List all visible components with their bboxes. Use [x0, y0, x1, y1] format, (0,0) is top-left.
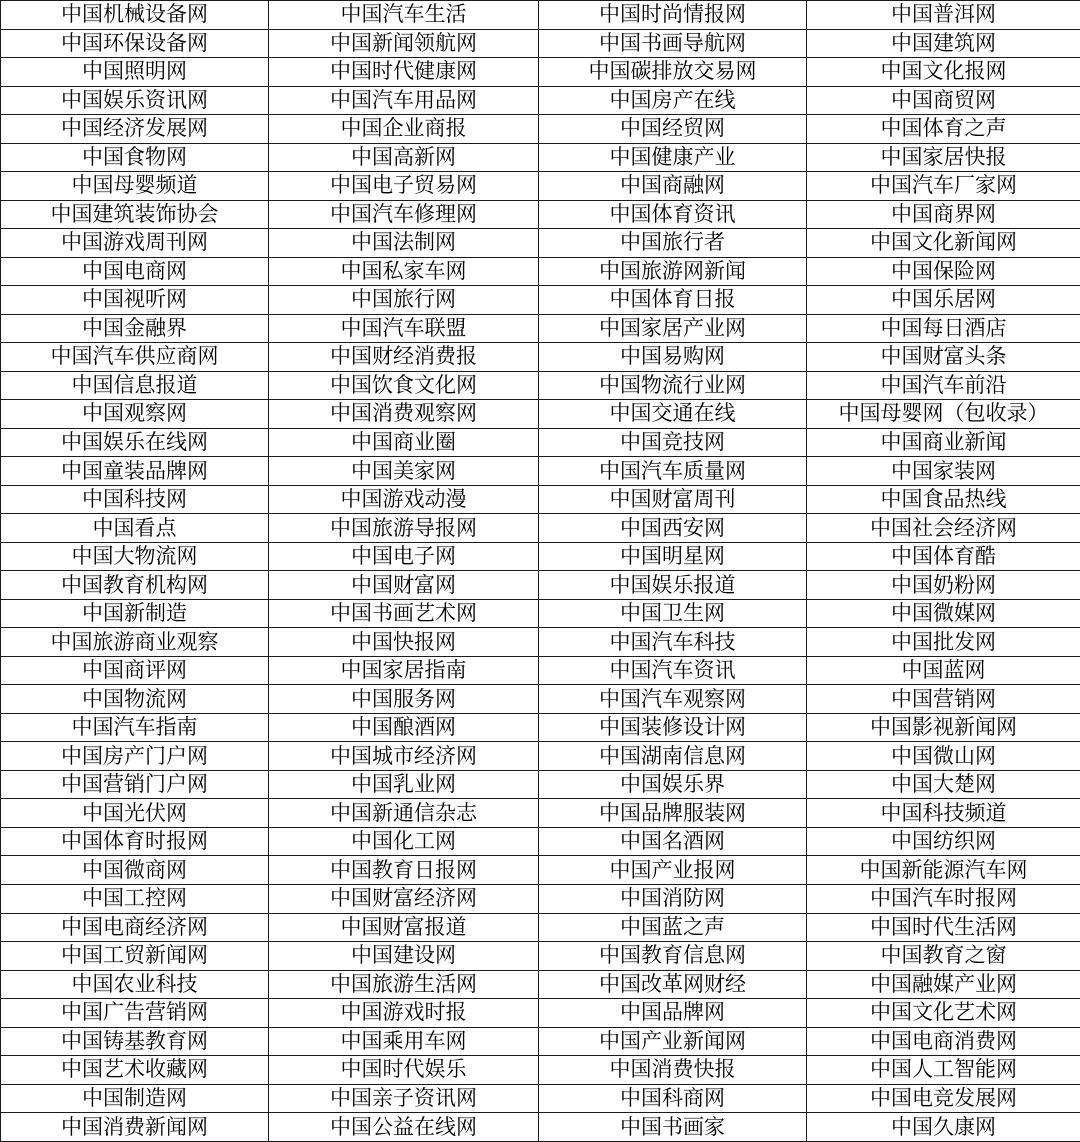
table-cell: 中国普洱网: [807, 1, 1080, 30]
table-cell: 中国童装品牌网: [1, 457, 269, 486]
table-cell: 中国时代生活网: [807, 913, 1080, 942]
table-cell: 中国湖南信息网: [539, 742, 807, 771]
table-cell: 中国改革网财经: [539, 970, 807, 999]
table-cell: 中国每日酒店: [807, 314, 1080, 343]
table-cell: 中国消防网: [539, 884, 807, 913]
table-cell: 中国影视新闻网: [807, 713, 1080, 742]
table-row: [1, 799, 1080, 828]
table-row: [1, 371, 1080, 400]
table-cell: 中国光伏网: [1, 799, 269, 828]
table-cell: 中国房产门户网: [1, 742, 269, 771]
table-cell: 中国财富头条: [807, 343, 1080, 372]
table-cell: 中国乘用车网: [269, 1027, 539, 1056]
table-cell: 中国文化新闻网: [807, 229, 1080, 258]
table-cell: 中国新制造: [1, 599, 269, 628]
table-cell: 中国旅游商业观察: [1, 628, 269, 657]
table-cell: 中国汽车前沿: [807, 371, 1080, 400]
table-cell: 中国商界网: [807, 200, 1080, 229]
table-cell: 中国汽车资讯: [539, 656, 807, 685]
table-cell: 中国建设网: [269, 942, 539, 971]
table-cell: 中国教育之窗: [807, 942, 1080, 971]
table-cell: 中国建筑网: [807, 29, 1080, 58]
table-cell: 中国汽车厂家网: [807, 172, 1080, 201]
table-row: [1, 1056, 1080, 1085]
table-cell: 中国财富报道: [269, 913, 539, 942]
table-row: [1, 628, 1080, 657]
table-row: [1, 485, 1080, 514]
table-cell: 中国商融网: [539, 172, 807, 201]
table-cell: 中国城市经济网: [269, 742, 539, 771]
table-cell: 中国财富周刊: [539, 485, 807, 514]
table-cell: 中国母婴网（包收录）: [807, 400, 1080, 429]
table-cell: 中国装修设计网: [539, 713, 807, 742]
table-row: [1, 514, 1080, 543]
table-cell: 中国教育日报网: [269, 856, 539, 885]
table-cell: 中国体育资讯: [539, 200, 807, 229]
table-cell: 中国快报网: [269, 628, 539, 657]
table-cell: 中国科商网: [539, 1084, 807, 1113]
table-row: [1, 343, 1080, 372]
table-cell: 中国美家网: [269, 457, 539, 486]
table-cell: 中国农业科技: [1, 970, 269, 999]
table-row: [1, 200, 1080, 229]
table-cell: 中国时尚情报网: [539, 1, 807, 30]
table-cell: 中国娱乐报道: [539, 571, 807, 600]
table-row: [1, 1027, 1080, 1056]
table-row: [1, 685, 1080, 714]
table-cell: 中国汽车联盟: [269, 314, 539, 343]
table-cell: 中国汽车生活: [269, 1, 539, 30]
table-cell: 中国教育信息网: [539, 942, 807, 971]
table-row: [1, 656, 1080, 685]
table-cell: 中国交通在线: [539, 400, 807, 429]
table-row: [1, 1, 1080, 30]
table-cell: 中国消费快报: [539, 1056, 807, 1085]
table-cell: 中国消费观察网: [269, 400, 539, 429]
table-row: [1, 571, 1080, 600]
table-cell: 中国大楚网: [807, 770, 1080, 799]
table-cell: 中国电商经济网: [1, 913, 269, 942]
table-cell: 中国纺织网: [807, 827, 1080, 856]
table-cell: 中国奶粉网: [807, 571, 1080, 600]
table-row: [1, 58, 1080, 87]
table-cell: 中国看点: [1, 514, 269, 543]
table-cell: 中国视听网: [1, 286, 269, 315]
table-cell: 中国电子网: [269, 542, 539, 571]
table-cell: 中国蓝之声: [539, 913, 807, 942]
table-cell: 中国消费新闻网: [1, 1113, 269, 1142]
table-cell: 中国铸基教育网: [1, 1027, 269, 1056]
table-row: [1, 286, 1080, 315]
table-cell: 中国家居快报: [807, 143, 1080, 172]
table-cell: 中国高新网: [269, 143, 539, 172]
table-cell: 中国科技频道: [807, 799, 1080, 828]
table-row: [1, 913, 1080, 942]
table-cell: 中国书画导航网: [539, 29, 807, 58]
table-cell: 中国商业圈: [269, 428, 539, 457]
table-cell: 中国亲子资讯网: [269, 1084, 539, 1113]
table-cell: 中国时代健康网: [269, 58, 539, 87]
table-cell: 中国蓝网: [807, 656, 1080, 685]
table-cell: 中国财富经济网: [269, 884, 539, 913]
table-cell: 中国财经消费报: [269, 343, 539, 372]
table-row: [1, 1084, 1080, 1113]
table-cell: 中国乳业网: [269, 770, 539, 799]
table-cell: 中国经济发展网: [1, 115, 269, 144]
table-row: [1, 400, 1080, 429]
table-cell: 中国商评网: [1, 656, 269, 685]
table-cell: 中国电子贸易网: [269, 172, 539, 201]
table-cell: 中国产业新闻网: [539, 1027, 807, 1056]
table-cell: 中国明星网: [539, 542, 807, 571]
table-cell: 中国观察网: [1, 400, 269, 429]
table-cell: 中国物流行业网: [539, 371, 807, 400]
table-cell: 中国微商网: [1, 856, 269, 885]
table-cell: 中国食物网: [1, 143, 269, 172]
table-row: [1, 856, 1080, 885]
table-cell: 中国企业商报: [269, 115, 539, 144]
table-cell: 中国工控网: [1, 884, 269, 913]
table-row: [1, 143, 1080, 172]
table-cell: 中国人工智能网: [807, 1056, 1080, 1085]
table-cell: 中国商业新闻: [807, 428, 1080, 457]
table-cell: 中国机械设备网: [1, 1, 269, 30]
table-cell: 中国食品热线: [807, 485, 1080, 514]
table-cell: 中国体育时报网: [1, 827, 269, 856]
table-cell: 中国旅行网: [269, 286, 539, 315]
table-cell: 中国建筑装饰协会: [1, 200, 269, 229]
table-row: [1, 172, 1080, 201]
table-cell: 中国文化报网: [807, 58, 1080, 87]
table-row: [1, 229, 1080, 258]
table-cell: 中国汽车指南: [1, 713, 269, 742]
table-cell: 中国物流网: [1, 685, 269, 714]
table-cell: 中国化工网: [269, 827, 539, 856]
table-cell: 中国广告营销网: [1, 999, 269, 1028]
table-cell: 中国营销门户网: [1, 770, 269, 799]
table-cell: 中国乐居网: [807, 286, 1080, 315]
table-cell: 中国新通信杂志: [269, 799, 539, 828]
table-cell: 中国酿酒网: [269, 713, 539, 742]
table-cell: 中国经贸网: [539, 115, 807, 144]
table-cell: 中国微山网: [807, 742, 1080, 771]
table-cell: 中国制造网: [1, 1084, 269, 1113]
table-cell: 中国汽车质量网: [539, 457, 807, 486]
table-cell: 中国商贸网: [807, 86, 1080, 115]
table-cell: 中国竞技网: [539, 428, 807, 457]
table-cell: 中国体育日报: [539, 286, 807, 315]
table-cell: 中国电商网: [1, 257, 269, 286]
table-row: [1, 970, 1080, 999]
table-row: [1, 599, 1080, 628]
table-cell: 中国批发网: [807, 628, 1080, 657]
table-row: [1, 1113, 1080, 1142]
table-cell: 中国财富网: [269, 571, 539, 600]
table-cell: 中国名酒网: [539, 827, 807, 856]
table-cell: 中国融媒产业网: [807, 970, 1080, 999]
table-cell: 中国环保设备网: [1, 29, 269, 58]
table-cell: 中国体育之声: [807, 115, 1080, 144]
table-row: [1, 827, 1080, 856]
table-cell: 中国文化艺术网: [807, 999, 1080, 1028]
table-body: [1, 1, 1080, 1142]
table-cell: 中国汽车观察网: [539, 685, 807, 714]
table-cell: 中国私家车网: [269, 257, 539, 286]
table-cell: 中国营销网: [807, 685, 1080, 714]
table-row: [1, 29, 1080, 58]
table-cell: 中国金融界: [1, 314, 269, 343]
table-cell: 中国教育机构网: [1, 571, 269, 600]
table-cell: 中国品牌服装网: [539, 799, 807, 828]
table-cell: 中国品牌网: [539, 999, 807, 1028]
table-cell: 中国游戏动漫: [269, 485, 539, 514]
table-cell: 中国易购网: [539, 343, 807, 372]
table-cell: 中国电竞发展网: [807, 1084, 1080, 1113]
table-cell: 中国旅游生活网: [269, 970, 539, 999]
table-cell: 中国体育酷: [807, 542, 1080, 571]
table-row: [1, 742, 1080, 771]
table-cell: 中国社会经济网: [807, 514, 1080, 543]
table-cell: 中国保险网: [807, 257, 1080, 286]
table-cell: 中国法制网: [269, 229, 539, 258]
table-cell: 中国西安网: [539, 514, 807, 543]
table-cell: 中国家装网: [807, 457, 1080, 486]
table-cell: 中国工贸新闻网: [1, 942, 269, 971]
table-cell: 中国大物流网: [1, 542, 269, 571]
table-row: [1, 999, 1080, 1028]
table-cell: 中国娱乐资讯网: [1, 86, 269, 115]
table-cell: 中国新能源汽车网: [807, 856, 1080, 885]
table-cell: 中国家居产业网: [539, 314, 807, 343]
table-cell: 中国碳排放交易网: [539, 58, 807, 87]
table-cell: 中国汽车修理网: [269, 200, 539, 229]
table-cell: 中国卫生网: [539, 599, 807, 628]
table-cell: 中国游戏时报: [269, 999, 539, 1028]
table-cell: 中国汽车用品网: [269, 86, 539, 115]
table-cell: 中国旅行者: [539, 229, 807, 258]
table-cell: 中国书画艺术网: [269, 599, 539, 628]
table-cell: 中国时代娱乐: [269, 1056, 539, 1085]
table-row: [1, 884, 1080, 913]
table-cell: 中国书画家: [539, 1113, 807, 1142]
table-cell: 中国科技网: [1, 485, 269, 514]
table-cell: 中国游戏周刊网: [1, 229, 269, 258]
table-row: [1, 457, 1080, 486]
table-cell: 中国久康网: [807, 1113, 1080, 1142]
table-row: [1, 770, 1080, 799]
table-row: [1, 314, 1080, 343]
table-cell: 中国旅游网新闻: [539, 257, 807, 286]
table-row: [1, 86, 1080, 115]
table-cell: 中国照明网: [1, 58, 269, 87]
table-cell: 中国电商消费网: [807, 1027, 1080, 1056]
table-cell: 中国艺术收藏网: [1, 1056, 269, 1085]
table-cell: 中国娱乐界: [539, 770, 807, 799]
table-row: [1, 428, 1080, 457]
table-cell: 中国微媒网: [807, 599, 1080, 628]
table-cell: 中国新闻领航网: [269, 29, 539, 58]
table-cell: 中国服务网: [269, 685, 539, 714]
table-cell: 中国公益在线网: [269, 1113, 539, 1142]
table-row: [1, 713, 1080, 742]
table-cell: 中国饮食文化网: [269, 371, 539, 400]
table-cell: 中国产业报网: [539, 856, 807, 885]
table-cell: 中国旅游导报网: [269, 514, 539, 543]
table-cell: 中国汽车时报网: [807, 884, 1080, 913]
table-cell: 中国家居指南: [269, 656, 539, 685]
table-cell: 中国汽车供应商网: [1, 343, 269, 372]
table-cell: 中国信息报道: [1, 371, 269, 400]
table-row: [1, 115, 1080, 144]
table-row: [1, 257, 1080, 286]
table-cell: 中国健康产业: [539, 143, 807, 172]
table-cell: 中国汽车科技: [539, 628, 807, 657]
table-cell: 中国母婴频道: [1, 172, 269, 201]
table-row: [1, 942, 1080, 971]
table-cell: 中国娱乐在线网: [1, 428, 269, 457]
table-row: [1, 542, 1080, 571]
table-cell: 中国房产在线: [539, 86, 807, 115]
